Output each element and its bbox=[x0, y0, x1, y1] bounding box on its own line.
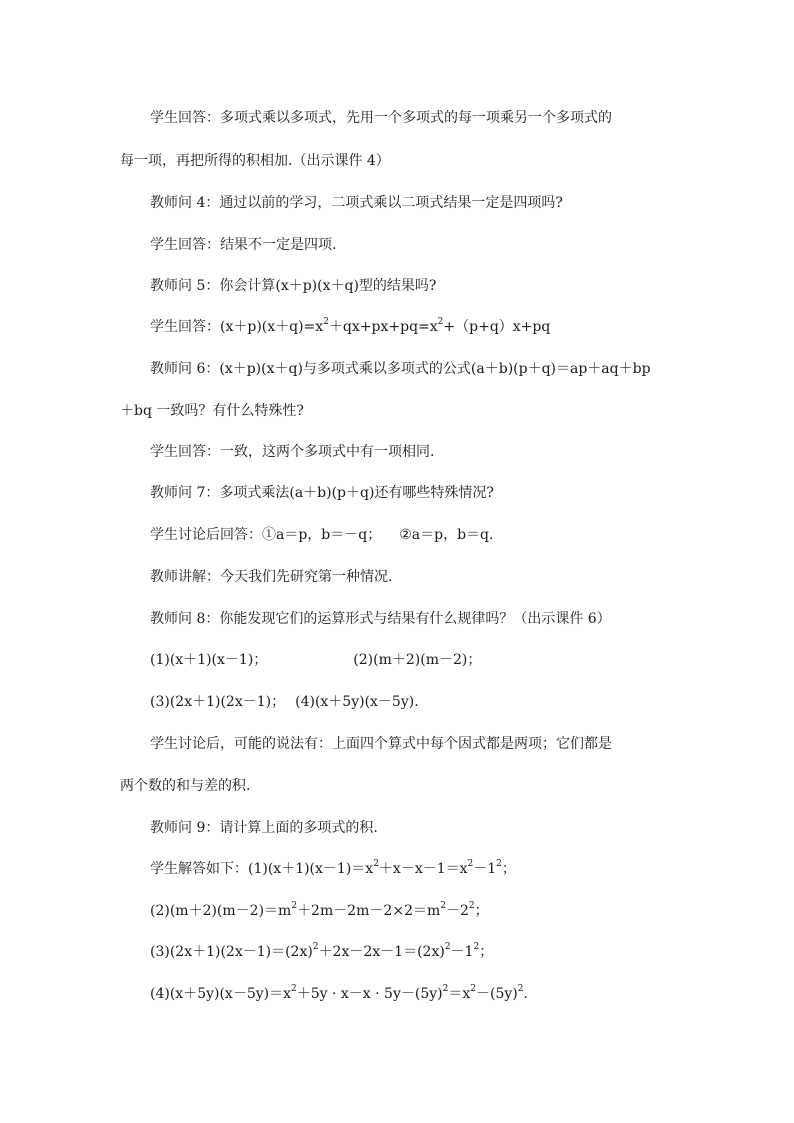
exponent: 2 bbox=[291, 901, 298, 912]
formula-part: (1)(x＋1)(x－1)＝x bbox=[248, 861, 374, 877]
exponent: 2 bbox=[467, 859, 474, 870]
formula-part: . bbox=[523, 986, 528, 1002]
formula-part: (3)(2x＋1)(2x－1)＝(2x) bbox=[150, 944, 313, 960]
formula-part: ＝x bbox=[448, 986, 471, 1002]
solution-1-line bbox=[150, 859, 516, 879]
paragraph-line: 教师问 9：请计算上面的多项式的积. bbox=[150, 820, 378, 836]
formula-part: ； bbox=[479, 944, 494, 960]
exercise-2: (2)(m＋2)(m－2)； bbox=[353, 652, 482, 668]
exercise-4: (4)(x＋5y)(x－5y). bbox=[295, 694, 419, 710]
exponent: 2 bbox=[473, 942, 480, 953]
formula-part: －1 bbox=[450, 944, 474, 960]
formula-part: (2)(m＋2)(m－2)＝m bbox=[150, 903, 292, 919]
answer-label: 学生回答： bbox=[150, 319, 220, 335]
formula-part: +（p+q）x+pq bbox=[443, 319, 551, 335]
formula-part: ； bbox=[474, 903, 489, 919]
exponent: 2 bbox=[437, 317, 444, 328]
exponent: 2 bbox=[323, 317, 329, 328]
paragraph-line: 两个数的和与差的积. bbox=[120, 778, 251, 794]
exponent: 2 bbox=[442, 984, 449, 995]
formula-part: (4)(x＋5y)(x－5y)＝x bbox=[150, 986, 291, 1002]
discussion-line bbox=[150, 525, 493, 545]
exponent: 2 bbox=[291, 984, 297, 995]
exponent: 2 bbox=[373, 859, 379, 870]
paragraph-line: 学生回答：一致，这两个多项式中有一项相同. bbox=[150, 444, 435, 460]
exponent: 2 bbox=[517, 984, 524, 995]
formula-part: ＋5y · x－x · 5y－(5y) bbox=[296, 986, 443, 1002]
formula-part: ＋qx+px+pq=x bbox=[328, 319, 438, 335]
exponent: 2 bbox=[468, 901, 475, 912]
exponent: 2 bbox=[444, 942, 451, 953]
exponent: 2 bbox=[496, 859, 502, 870]
paragraph-line: 教师问 8：你能发现它们的运算形式与结果有什么规律吗？（出示课件 6） bbox=[150, 611, 611, 627]
solution-4-line bbox=[150, 984, 528, 1004]
paragraph-line: 学生回答：多项式乘以多项式，先用一个多项式的每一项乘另一个多项式的 bbox=[150, 110, 612, 126]
exercise-3: (3)(2x＋1)(2x－1)； bbox=[150, 694, 286, 710]
paragraph-line: 教师问 5：你会计算(x＋p)(x＋q)型的结果吗? bbox=[150, 278, 437, 294]
exponent: 2 bbox=[470, 984, 476, 995]
exercise-1: (1)(x＋1)(x－1)； bbox=[150, 652, 268, 668]
paragraph-line: 教师讲解：今天我们先研究第一种情况. bbox=[150, 569, 393, 585]
paragraph-line: 学生回答：结果不一定是四项. bbox=[150, 237, 337, 253]
case-1: ①a＝p，b＝－q； bbox=[262, 527, 382, 543]
formula-part: －(5y) bbox=[475, 986, 518, 1002]
formula-part: ＋x－x－1＝x bbox=[378, 861, 468, 877]
discussion-label: 学生讨论后回答： bbox=[150, 527, 262, 543]
exponent: 2 bbox=[440, 901, 446, 912]
paragraph-line: 学生讨论后，可能的说法有：上面四个算式中每个因式都是两项；它们都是 bbox=[150, 736, 612, 752]
formula-part: ＋2m－2m－2×2＝m bbox=[297, 903, 441, 919]
exercise-line bbox=[150, 692, 419, 712]
formula-part: －2 bbox=[445, 903, 469, 919]
case-2: ②a＝p，b＝q. bbox=[399, 527, 494, 543]
solution-3-line bbox=[150, 942, 493, 962]
exponent: 2 bbox=[312, 942, 319, 953]
paragraph-line: 教师问 6：(x＋p)(x＋q)与多项式乘以多项式的公式(a＋b)(p＋q)＝ap＋aq＋bp bbox=[150, 361, 651, 377]
paragraph-line: 教师问 7：多项式乘法(a＋b)(p＋q)还有哪些特殊情况? bbox=[150, 485, 494, 501]
answer-5-line bbox=[150, 317, 550, 337]
formula-part: －1 bbox=[473, 861, 497, 877]
solution-label: 学生解答如下： bbox=[150, 861, 248, 877]
formula-part: ＋2x－2x－1＝(2x) bbox=[318, 944, 445, 960]
paragraph-line: ＋bq 一致吗？有什么特殊性? bbox=[120, 403, 304, 419]
exercise-line bbox=[150, 650, 481, 670]
formula-part: ； bbox=[501, 861, 516, 877]
formula-part: (x＋p)(x＋q)=x bbox=[220, 319, 324, 335]
solution-2-line bbox=[150, 901, 489, 921]
paragraph-line: 教师问 4：通过以前的学习，二项式乘以二项式结果一定是四项吗? bbox=[150, 195, 563, 211]
paragraph-line: 每一项，再把所得的积相加.（出示课件 4） bbox=[120, 153, 390, 169]
